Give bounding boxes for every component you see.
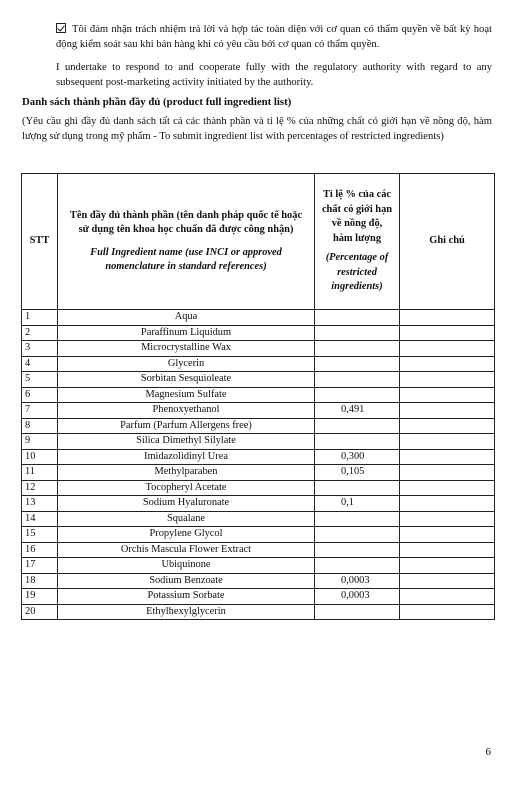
header-percentage: Tỉ lệ % của các chất có giới hạn về nồng độ, hàm lượng (Percentage of restricted ingredients) bbox=[315, 174, 400, 310]
note-cell bbox=[400, 310, 495, 326]
table-row bbox=[22, 542, 495, 558]
note-cell bbox=[400, 465, 495, 481]
percentage-cell bbox=[315, 511, 400, 527]
row-number: 8 bbox=[22, 418, 58, 434]
row-number: 1 bbox=[22, 310, 58, 326]
note-cell bbox=[400, 387, 495, 403]
ingredient-name: Sodium Benzoate bbox=[58, 573, 315, 589]
note-cell bbox=[400, 356, 495, 372]
ingredient-name: Phenoxyethanol bbox=[58, 403, 315, 419]
row-number: 2 bbox=[22, 325, 58, 341]
note-cell bbox=[400, 434, 495, 450]
table-row bbox=[22, 573, 495, 589]
percentage-cell bbox=[315, 418, 400, 434]
ingredient-name: Microcrystalline Wax bbox=[58, 341, 315, 357]
table-row bbox=[22, 449, 495, 465]
header-note: Ghi chú bbox=[400, 174, 495, 310]
table-row bbox=[22, 496, 495, 512]
declaration-en: I undertake to respond to and cooperate fully with the regulatory authority with regard to any subsequent post-marketing activity initiated by the authority. bbox=[56, 62, 492, 89]
percentage-cell: 0,491 bbox=[315, 403, 400, 419]
ingredient-table bbox=[21, 173, 495, 620]
percentage-cell bbox=[315, 310, 400, 326]
section-title: Danh sách thành phần đầy đủ (product full ingredient list) bbox=[22, 96, 292, 108]
ingredient-name: Ubiquinone bbox=[58, 558, 315, 574]
note-cell bbox=[400, 449, 495, 465]
row-number: 10 bbox=[22, 449, 58, 465]
note-cell bbox=[400, 604, 495, 620]
percentage-cell: 0,0003 bbox=[315, 573, 400, 589]
percentage-cell: 0,1 bbox=[315, 496, 400, 512]
row-number: 13 bbox=[22, 496, 58, 512]
percentage-cell bbox=[315, 372, 400, 388]
note-cell bbox=[400, 589, 495, 605]
table-row bbox=[22, 310, 495, 326]
row-number: 6 bbox=[22, 387, 58, 403]
percentage-cell: 0,0003 bbox=[315, 589, 400, 605]
percentage-cell bbox=[315, 341, 400, 357]
note-cell bbox=[400, 511, 495, 527]
ingredient-name: Tocopheryl Acetate bbox=[58, 480, 315, 496]
percentage-cell bbox=[315, 542, 400, 558]
row-number: 14 bbox=[22, 511, 58, 527]
row-number: 18 bbox=[22, 573, 58, 589]
note-cell bbox=[400, 527, 495, 543]
ingredient-name: Methylparaben bbox=[58, 465, 315, 481]
ingredient-name: Potassium Sorbate bbox=[58, 589, 315, 605]
ingredient-name: Ethylhexylglycerin bbox=[58, 604, 315, 620]
ingredient-name: Sodium Hyaluronate bbox=[58, 496, 315, 512]
ingredient-name: Squalane bbox=[58, 511, 315, 527]
table-row bbox=[22, 480, 495, 496]
note-cell bbox=[400, 496, 495, 512]
percentage-cell bbox=[315, 480, 400, 496]
header-name: Tên đầy đủ thành phần (tên danh pháp quốc tế hoặc sử dụng tên khoa học chuẩn đã được công nhận) Full Ingredient name (use INCI or approved nomenclature in standard references) bbox=[58, 174, 315, 310]
note-cell bbox=[400, 573, 495, 589]
table-row bbox=[22, 387, 495, 403]
percentage-cell bbox=[315, 558, 400, 574]
percentage-cell bbox=[315, 325, 400, 341]
note-cell bbox=[400, 341, 495, 357]
table-row bbox=[22, 511, 495, 527]
note-cell bbox=[400, 418, 495, 434]
row-number: 11 bbox=[22, 465, 58, 481]
percentage-cell bbox=[315, 356, 400, 372]
table-row bbox=[22, 341, 495, 357]
ingredient-name: Parfum (Parfum Allergens free) bbox=[58, 418, 315, 434]
row-number: 16 bbox=[22, 542, 58, 558]
row-number: 9 bbox=[22, 434, 58, 450]
percentage-cell bbox=[315, 387, 400, 403]
percentage-cell: 0,300 bbox=[315, 449, 400, 465]
row-number: 7 bbox=[22, 403, 58, 419]
note-cell bbox=[400, 325, 495, 341]
ingredient-name: Glycerin bbox=[58, 356, 315, 372]
table-row bbox=[22, 325, 495, 341]
header-stt: STT bbox=[22, 174, 58, 310]
table-row bbox=[22, 589, 495, 605]
ingredient-name: Sorbitan Sesquioleate bbox=[58, 372, 315, 388]
table-row bbox=[22, 465, 495, 481]
table-row bbox=[22, 604, 495, 620]
row-number: 12 bbox=[22, 480, 58, 496]
row-number: 20 bbox=[22, 604, 58, 620]
ingredient-name: Orchis Mascula Flower Extract bbox=[58, 542, 315, 558]
ingredient-rows bbox=[22, 310, 495, 620]
ingredient-name: Paraffinum Liquidum bbox=[58, 325, 315, 341]
table-row bbox=[22, 434, 495, 450]
table-row bbox=[22, 527, 495, 543]
table-row bbox=[22, 418, 495, 434]
row-number: 3 bbox=[22, 341, 58, 357]
checkbox-icon[interactable] bbox=[56, 23, 66, 33]
table-row bbox=[22, 372, 495, 388]
note-cell bbox=[400, 480, 495, 496]
table-row bbox=[22, 356, 495, 372]
ingredient-name: Imidazolidinyl Urea bbox=[58, 449, 315, 465]
page-number: 6 bbox=[485, 746, 491, 758]
percentage-cell: 0,105 bbox=[315, 465, 400, 481]
note-cell bbox=[400, 403, 495, 419]
note-cell bbox=[400, 372, 495, 388]
declaration-vi bbox=[56, 22, 492, 52]
note-cell bbox=[400, 558, 495, 574]
declaration-vi-text: Tôi đảm nhận trách nhiệm trả lời và hợp tác toàn diện với cơ quan có thẩm quyền về bất kỳ hoạt động kiểm soát sau khi bán hàng khi có yêu cầu bởi cơ quan có thẩm quyền. bbox=[56, 24, 492, 51]
row-number: 17 bbox=[22, 558, 58, 574]
section-note: (Yêu cầu ghi đầy đủ danh sách tất cả các thành phần và tỉ lệ % của những chất có giới hạn về nồng độ, hàm lượng sử dụng trong mỹ phẩm - To submit ingredient list with percentages of restricted ingredients) bbox=[22, 116, 492, 143]
ingredient-name: Magnesium Sulfate bbox=[58, 387, 315, 403]
table-row bbox=[22, 558, 495, 574]
row-number: 5 bbox=[22, 372, 58, 388]
row-number: 19 bbox=[22, 589, 58, 605]
percentage-cell bbox=[315, 527, 400, 543]
percentage-cell bbox=[315, 434, 400, 450]
note-cell bbox=[400, 542, 495, 558]
percentage-cell bbox=[315, 604, 400, 620]
ingredient-name: Silica Dimethyl Silylate bbox=[58, 434, 315, 450]
row-number: 15 bbox=[22, 527, 58, 543]
table-row bbox=[22, 403, 495, 419]
row-number: 4 bbox=[22, 356, 58, 372]
ingredient-name: Aqua bbox=[58, 310, 315, 326]
ingredient-name: Propylene Glycol bbox=[58, 527, 315, 543]
